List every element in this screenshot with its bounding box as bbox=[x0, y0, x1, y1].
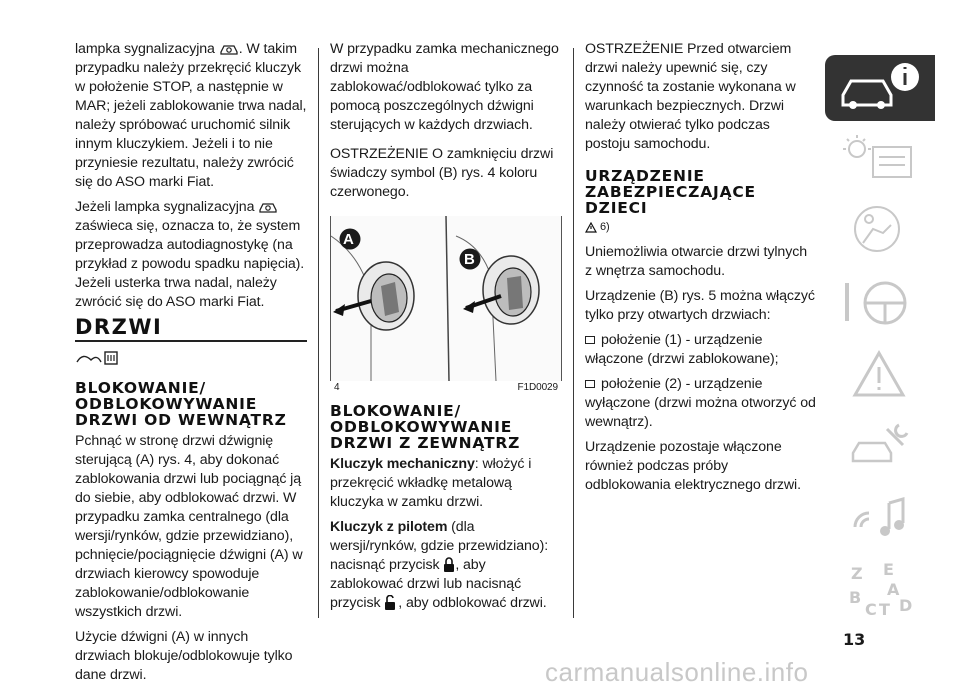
heading: BLOKOWANIE/ ODBLOKOWYWANIE DRZWI OD WEWNĄTRZ bbox=[75, 378, 287, 429]
tab-multimedia[interactable] bbox=[825, 487, 935, 553]
airbag-icon bbox=[825, 199, 935, 265]
paragraph: OSTRZEŻENIE Przed otwarciem drzwi należy upewnić się, czy czynność ta zostanie wykonana w warunkach bezpiecznych. Drzwi należy otwierać tylko podczas postoju samochodu. bbox=[585, 41, 796, 152]
figure-code: F1D0029 bbox=[517, 382, 558, 393]
text: położenie (2) - urządzenie wyłączone (drzwi można otworzyć od wewnątrz). bbox=[585, 376, 816, 430]
text: . W takim przypadku należy przekręcić kluczyk w położenie STOP, a następnie w MAR; jeżeli zablokowanie trwa nadal, należy spróbować uruchomić silnik innym kluczykiem. Jeżeli i to nie przyniesie rezultatu, należy zwrócić się do ASO marki Fiat. bbox=[75, 41, 307, 190]
svg-text:B: B bbox=[849, 588, 862, 607]
paragraph: Urządzenie (B) rys. 5 można włączyć tylko przy otwartych drzwiach: bbox=[585, 288, 815, 323]
text: lampka sygnalizacyjna bbox=[75, 41, 215, 57]
figure-number: 4 bbox=[334, 382, 340, 393]
heading: URZĄDZENIE ZABEZPIECZAJĄCE DZIECI bbox=[585, 167, 756, 217]
hand-door-icon bbox=[75, 350, 119, 366]
column-divider bbox=[318, 48, 319, 618]
paragraph bbox=[75, 40, 307, 192]
multimedia-icon bbox=[825, 487, 935, 553]
text: , aby odblokować drzwi. bbox=[398, 595, 547, 611]
heading: BLOKOWANIE/ ODBLOKOWYWANIE DRZWI Z ZEWNĄTRZ bbox=[330, 402, 521, 452]
text: (dla wersji/rynków, gdzie przewidziano): nacisnąć przycisk bbox=[330, 519, 549, 573]
tab-emergency[interactable] bbox=[825, 343, 935, 409]
section-title: DRZWI bbox=[75, 315, 163, 339]
figure-4 bbox=[330, 216, 562, 393]
paragraph: OSTRZEŻENIE O zamknięciu drzwi świadczy symbol (B) rys. 4 koloru czerwonego. bbox=[330, 146, 554, 200]
column-1 bbox=[75, 40, 307, 683]
paragraph: Urządzenie pozostaje włączone również podczas próby odblokowania elektrycznego drzwi. bbox=[585, 439, 801, 493]
paragraph: Pchnąć w stronę drzwi dźwignię sterującą (A) rys. 4, aby dokonać zablokowania drzwi lub pociągnąć ją do siebie, aby odblokować drzwi. W przypadku zamka centralnego (dla wersji/rynków, gdzie przewidziano), pchnięcie/pociągnięcie dźwigni (A) w drzwiach kierowcy spowoduje zablokowanie/odblokowanie wszystkich drzwi. bbox=[75, 432, 303, 620]
text: : włożyć i przekręcić wkładkę metalową kluczyka w zamku drzwi. bbox=[330, 456, 532, 510]
immobilizer-warning-icon bbox=[258, 200, 278, 214]
callout-a-label: A bbox=[343, 231, 354, 248]
column-divider bbox=[573, 48, 574, 618]
wrench-car-icon bbox=[825, 415, 935, 481]
svg-text:E: E bbox=[883, 560, 894, 579]
tab-starting-driving[interactable] bbox=[825, 271, 935, 337]
tab-warning-lights[interactable] bbox=[825, 127, 935, 193]
text: zaświeca się, oznacza to, że system przeprowadza autodiagnostykę (na przykład z powodu spadku napięcia). Jeżeli usterka trwa nadal, należy zwrócić się do ASO marki Fiat. bbox=[75, 218, 305, 310]
tab-index[interactable] bbox=[825, 559, 935, 625]
warning-reference bbox=[585, 218, 817, 237]
column-3 bbox=[585, 40, 817, 501]
text: Jeżeli lampka sygnalizacyjna bbox=[75, 199, 255, 215]
tools-steering-icon bbox=[825, 271, 935, 337]
bullet-icon bbox=[585, 380, 595, 388]
car-info-icon bbox=[825, 55, 935, 121]
tab-maintenance[interactable] bbox=[825, 415, 935, 481]
warning-ref-number: 6) bbox=[599, 221, 610, 233]
warning-lights-icon bbox=[825, 127, 935, 193]
text: położenie (1) - urządzenie włączone (drzwi zablokowane); bbox=[585, 332, 779, 367]
svg-text:D: D bbox=[899, 596, 913, 615]
svg-text:T: T bbox=[879, 600, 890, 619]
bold-term: Kluczyk mechaniczny bbox=[330, 456, 475, 472]
callout-b-label: B bbox=[464, 251, 475, 268]
bullet-item bbox=[585, 331, 817, 369]
index-icon bbox=[825, 559, 935, 625]
paragraph bbox=[330, 518, 562, 613]
svg-text:Z: Z bbox=[851, 564, 863, 583]
immobilizer-warning-icon bbox=[219, 42, 239, 56]
bullet-icon bbox=[585, 336, 595, 344]
divider bbox=[75, 340, 307, 342]
lock-open-icon bbox=[384, 595, 398, 611]
bold-term: Kluczyk z pilotem bbox=[330, 519, 448, 535]
paragraph bbox=[75, 198, 307, 312]
door-lock-illustration bbox=[331, 216, 561, 381]
lock-closed-icon bbox=[443, 557, 455, 573]
paragraph bbox=[330, 455, 562, 512]
tab-safety[interactable] bbox=[825, 199, 935, 265]
paragraph: Użycie dźwigni (A) w innych drzwiach blokuje/odblokowuje tylko dane drzwi. bbox=[75, 628, 293, 683]
svg-text:C: C bbox=[865, 600, 877, 619]
tab-car-info[interactable] bbox=[825, 55, 935, 121]
paragraph: Uniemożliwia otwarcie drzwi tylnych z wnętrza samochodu. bbox=[585, 244, 807, 279]
paragraph: W przypadku zamka mechanicznego drzwi można zablokować/odblokować tylko za pomocą poszczególnych dźwigni sterujących w każdych drzwiach. bbox=[330, 41, 559, 133]
page-number: 13 bbox=[843, 630, 866, 649]
warning-triangle-icon bbox=[585, 222, 597, 233]
text: , aby zablokować drzwi lub nacisnąć przycisk bbox=[330, 557, 522, 611]
bullet-item bbox=[585, 375, 817, 432]
watermark: carmanualsonline.info bbox=[545, 657, 809, 683]
column-2 bbox=[330, 40, 562, 619]
svg-text:A: A bbox=[887, 580, 900, 599]
warning-triangle-icon bbox=[825, 343, 935, 409]
